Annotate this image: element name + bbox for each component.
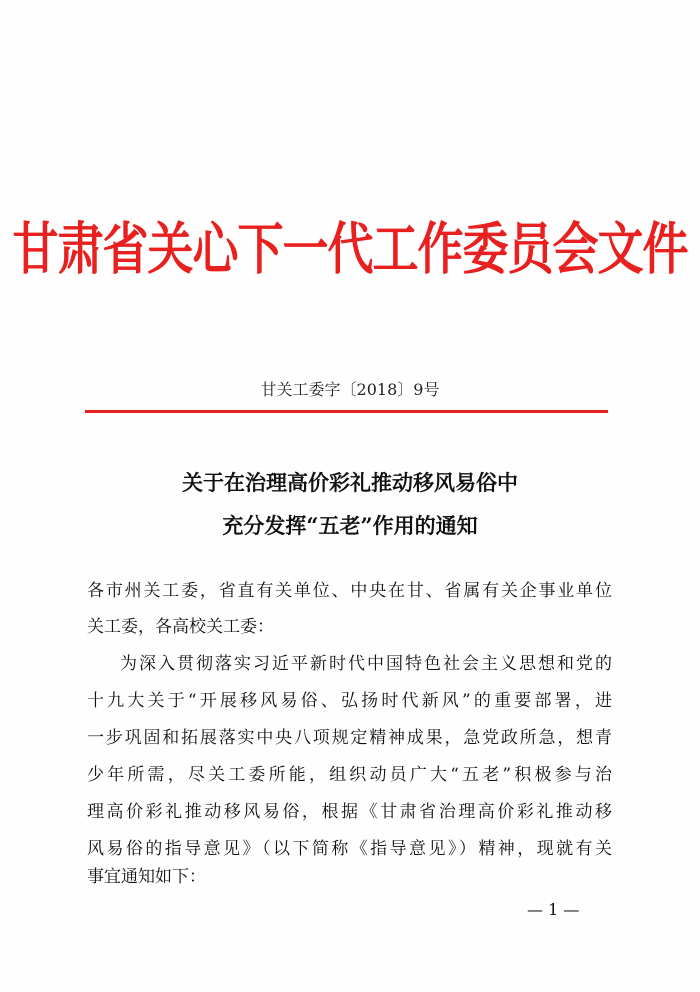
paragraph-line-4: 少年所需，尽关工委所能，组织动员广大“五老”积极参与治 [87, 765, 612, 785]
notice-title-line-1: 关于在治理高价彩礼推动移风易俗中 [182, 470, 518, 495]
document-number: 甘关工委字〔2018〕9号 [260, 380, 440, 399]
masthead-title: 甘肃省关心下一代工作委员会文件 [12, 215, 688, 282]
paragraph-line-7: 事宜通知如下： [87, 867, 206, 887]
notice-title-line-2: 充分发挥“五老”作用的通知 [222, 513, 478, 538]
recipients-line-2: 关工委，各高校关工委： [87, 617, 274, 637]
recipients-line-1: 各市州关工委，省直有关单位、中央在甘、省属有关企事业单位 [87, 581, 612, 601]
paragraph-line-5: 理高价彩礼推动移风易俗，根据《甘肃省治理高价彩礼推动移 [87, 802, 612, 822]
paragraph-line-6: 风易俗的指导意见》（以下简称《指导意见》）精神，现就有关 [87, 839, 612, 859]
paragraph-line-1: 为深入贯彻落实习近平新时代中国特色社会主义思想和党的 [120, 654, 612, 674]
red-divider-line [85, 410, 608, 413]
paragraph-line-3: 一步巩固和拓展落实中央八项规定精神成果，急党政所急，想青 [87, 728, 612, 748]
page-number: — 1 — [527, 900, 580, 919]
paragraph-line-2: 十九大关于“开展移风易俗、弘扬时代新风”的重要部署，进 [87, 691, 612, 711]
